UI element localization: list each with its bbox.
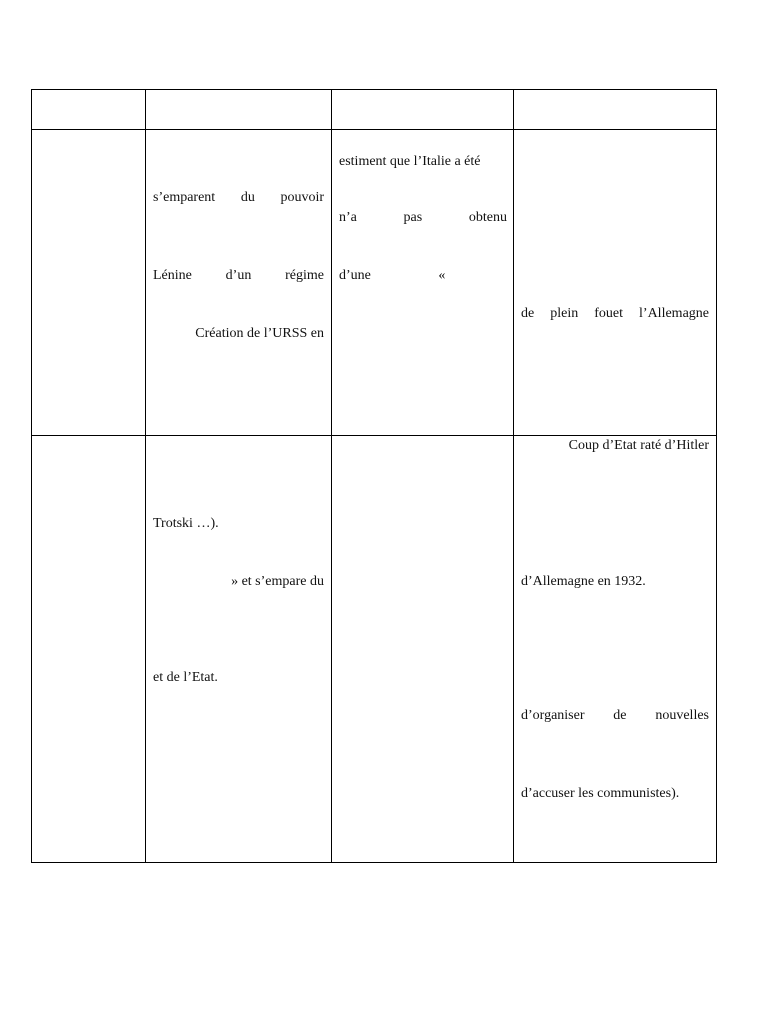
table-cell-text: n’a pas obtenu <box>339 210 507 225</box>
table-border-right <box>716 89 717 863</box>
table-cell-text: d’Allemagne en 1932. <box>521 574 646 589</box>
column-divider-3 <box>513 89 514 863</box>
table-cell-text: Coup d’Etat raté d’Hitler <box>568 438 709 453</box>
table-cell-text: Lénine d’un régime <box>153 268 324 283</box>
header-row-divider <box>31 129 717 130</box>
row-divider <box>31 435 717 436</box>
table-cell-text: » et s’empare du <box>231 574 324 589</box>
table-cell-text: Trotski …). <box>153 516 219 531</box>
table-cell-text: d’une « <box>339 268 446 283</box>
table-cell-text: s’emparent du pouvoir <box>153 190 324 205</box>
table-cell-text: Création de l’URSS en <box>195 326 324 341</box>
table-cell-text: d’organiser de nouvelles <box>521 708 709 723</box>
column-divider-2 <box>331 89 332 863</box>
table-cell-text: estiment que l’Italie a été <box>339 154 481 169</box>
table-cell-text: et de l’Etat. <box>153 670 218 685</box>
history-table <box>31 89 717 863</box>
table-border-left <box>31 89 32 863</box>
column-divider-1 <box>145 89 146 863</box>
table-border-top <box>31 89 717 90</box>
table-border-bottom <box>31 862 717 863</box>
table-cell-text: d’accuser les communistes). <box>521 786 680 801</box>
table-cell-text: de plein fouet l’Allemagne <box>521 306 709 321</box>
